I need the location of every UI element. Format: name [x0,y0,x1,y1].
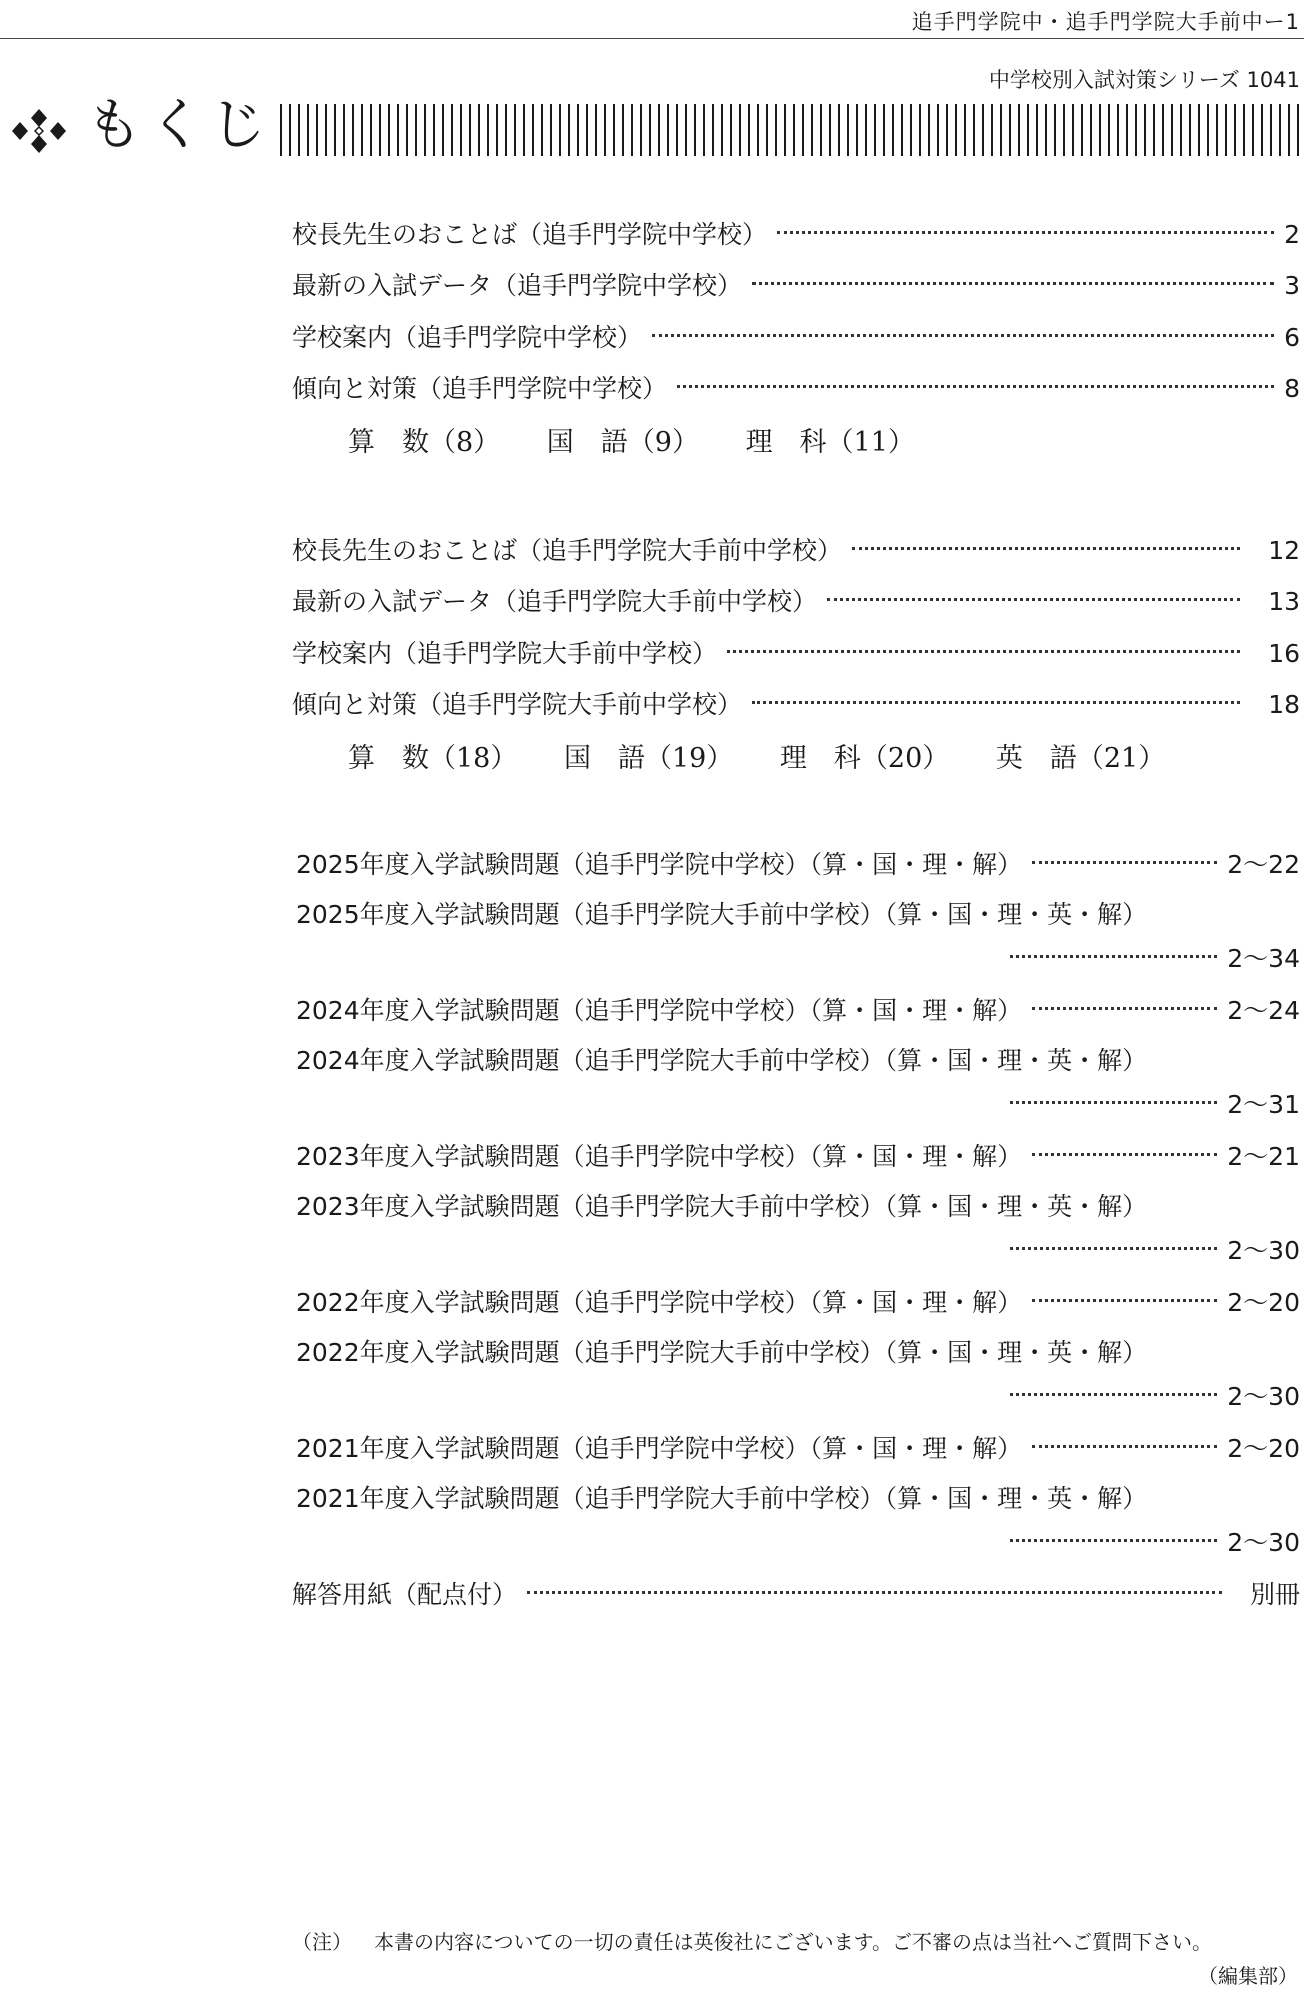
leader-dots [752,701,1240,704]
subject-item: 算 数（8） [348,427,501,458]
exam-entry[interactable] [296,1286,1300,1320]
exam-entry-continuation [1010,1234,1300,1268]
leader-dots [727,650,1240,653]
leader-dots [1010,1539,1217,1542]
toc-entry[interactable] [292,218,1300,252]
toc-entry[interactable] [292,534,1300,568]
leader-dots [677,385,1274,388]
exam-entry-label: 2024年度入学試験問題（追手門学院中学校）（算・国・理・解） [296,996,1023,1025]
exam-entry-label: 2022年度入学試験問題（追手門学院大手前中学校）（算・国・理・英・解） [296,1338,1148,1367]
exam-entry-page: 2～30 [1227,1382,1300,1411]
leader-dots [1032,1445,1217,1448]
toc-entry[interactable] [292,269,1300,303]
toc-entry[interactable] [292,688,1300,722]
subject-item: 算 数（18） [348,743,518,774]
exam-entry-continuation [1010,1088,1300,1122]
toc-entry-page: 8 [1284,374,1300,403]
exam-entry[interactable] [296,1336,1147,1370]
exam-entry[interactable] [296,898,1147,932]
toc-entry[interactable] [292,585,1300,619]
leader-dots [1032,1299,1217,1302]
toc-entry-label: 学校案内（追手門学院中学校） [292,323,643,352]
exam-entry-continuation [1010,1526,1300,1560]
leader-dots [652,334,1274,337]
toc-entry-page: 2 [1284,220,1300,249]
leader-dots [827,598,1240,601]
toc-entry-page: 18 [1268,690,1300,719]
exam-entry[interactable] [296,994,1300,1028]
four-diamond-ornament-icon [10,108,68,154]
series-label: 中学校別入試対策シリーズ 1041 [988,68,1300,92]
exam-entry[interactable] [296,1482,1147,1516]
subject-item: 英 語（21） [995,743,1166,774]
toc-entry-page: 12 [1268,536,1300,565]
toc-entry-label: 最新の入試データ（追手門学院大手前中学校） [292,587,818,616]
subject-list [348,742,1203,776]
editor-credit: （編集部） [1198,1964,1298,1988]
exam-entry[interactable] [296,1044,1147,1078]
leader-dots [1010,1247,1217,1250]
title-row [10,93,1300,160]
leader-dots [1032,861,1217,864]
note-mark: （注） [292,1930,352,1954]
toc-entry-page: 3 [1284,271,1300,300]
leader-dots [1010,1101,1217,1104]
toc-entry-label: 校長先生のおことば（追手門学院大手前中学校） [292,536,843,565]
exam-entry-page: 2～30 [1227,1528,1300,1557]
exam-entry-label: 2023年度入学試験問題（追手門学院大手前中学校）（算・国・理・英・解） [296,1192,1148,1221]
leader-dots [777,231,1274,234]
exam-entry-label: 2025年度入学試験問題（追手門学院中学校）（算・国・理・解） [296,850,1023,879]
exam-entry-continuation [1010,942,1300,976]
exam-entry-continuation [1010,1380,1300,1414]
leader-dots [752,282,1274,285]
exam-entry-label: 2021年度入学試験問題（追手門学院中学校）（算・国・理・解） [296,1434,1023,1463]
toc-entry-page: 6 [1284,323,1300,352]
exam-entry-page: 2～34 [1227,944,1300,973]
toc-entry-page: 13 [1268,587,1300,616]
exam-entry-label: 2021年度入学試験問題（追手門学院大手前中学校）（算・国・理・英・解） [296,1484,1148,1513]
title-bar-pattern [280,104,1300,156]
footer-note [292,1926,1212,1955]
subject-item: 理 科（11） [745,427,915,458]
subject-item: 理 科（20） [779,743,950,774]
leader-dots [1032,1007,1217,1010]
exam-entry-page: 2～20 [1227,1288,1300,1317]
subject-item: 国 語（9） [546,427,699,458]
leader-dots [1032,1153,1217,1156]
leader-dots [527,1591,1222,1594]
exam-entry-label: 2022年度入学試験問題（追手門学院中学校）（算・国・理・解） [296,1288,1023,1317]
page-title: もくじ [86,93,272,158]
subject-item: 国 語（19） [563,743,734,774]
toc-entry-label: 最新の入試データ（追手門学院中学校） [292,271,743,300]
exam-entry-label: 2023年度入学試験問題（追手門学院中学校）（算・国・理・解） [296,1142,1023,1171]
toc-entry-label: 傾向と対策（追手門学院大手前中学校） [292,690,743,719]
answer-sheet-entry[interactable] [292,1578,1300,1612]
exam-entry-page: 2～31 [1227,1090,1300,1119]
exam-entry-page: 2～20 [1227,1434,1300,1463]
exam-entry[interactable] [296,1140,1300,1174]
exam-entry[interactable] [296,1432,1300,1466]
toc-entry[interactable] [292,372,1300,406]
toc-entry-label: 傾向と対策（追手門学院中学校） [292,374,668,403]
header-rule [0,38,1304,39]
toc-entry[interactable] [292,637,1300,671]
exam-entry-label: 2024年度入学試験問題（追手門学院大手前中学校）（算・国・理・英・解） [296,1046,1148,1075]
subject-list [348,426,953,460]
exam-entry[interactable] [296,848,1300,882]
exam-entry-label: 2025年度入学試験問題（追手門学院大手前中学校）（算・国・理・英・解） [296,900,1148,929]
answer-sheet-page: 別冊 [1249,1580,1300,1609]
exam-entry-page: 2～30 [1227,1236,1300,1265]
exam-entry-page: 2～24 [1227,996,1300,1025]
exam-entry[interactable] [296,1190,1147,1224]
leader-dots [1010,955,1217,958]
toc-entry-label: 校長先生のおことば（追手門学院中学校） [292,220,768,249]
toc-entry-page: 16 [1268,639,1300,668]
note-text: 本書の内容についての一切の責任は英俊社にございます。ご不審の点は当社へご質問下さい。 [374,1930,1212,1954]
leader-dots [1010,1393,1217,1396]
exam-entry-page: 2～22 [1227,850,1300,879]
leader-dots [852,547,1240,550]
answer-sheet-label: 解答用紙（配点付） [292,1580,518,1609]
toc-entry[interactable] [292,321,1300,355]
toc-entry-label: 学校案内（追手門学院大手前中学校） [292,639,718,668]
running-title: 追手門学院中・追手門学院大手前中ー1 [911,10,1300,34]
exam-entry-page: 2～21 [1227,1142,1300,1171]
